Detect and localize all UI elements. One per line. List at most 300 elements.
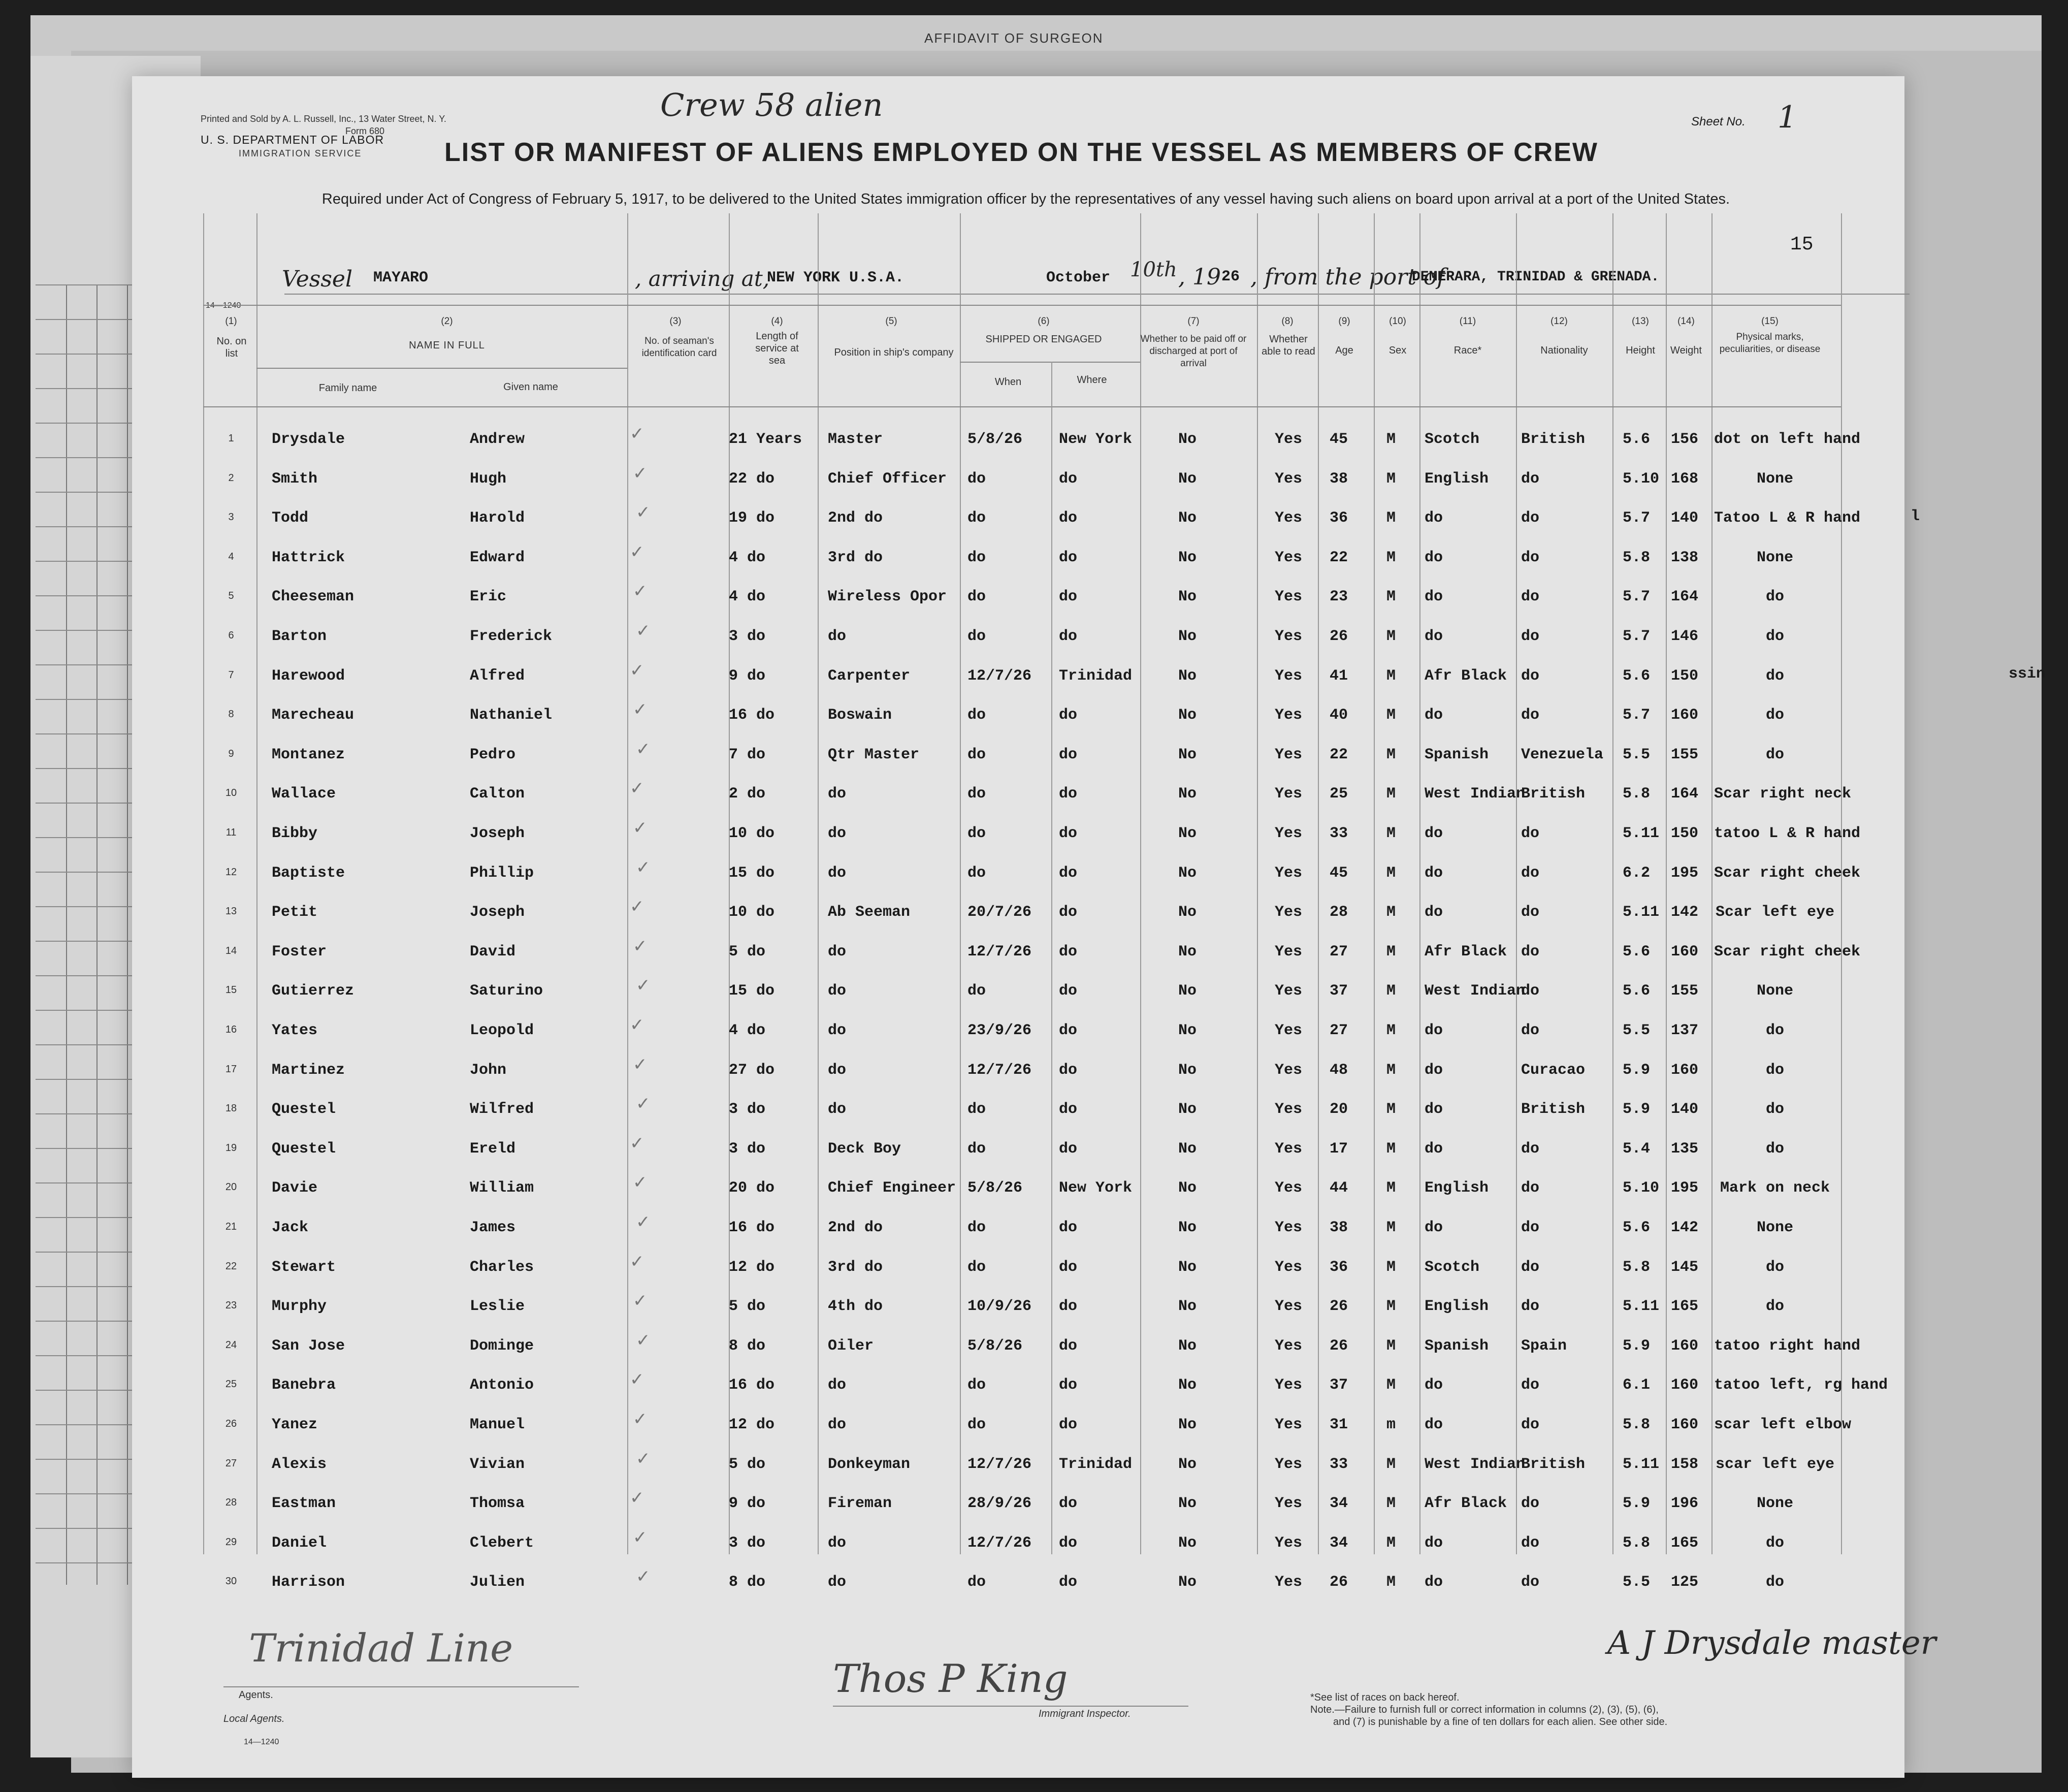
nationality-cell: British xyxy=(1521,1101,1586,1118)
weight-cell: 137 xyxy=(1671,1022,1699,1039)
service-cell: 3 do xyxy=(729,1140,766,1158)
sheet-number: 1 xyxy=(1778,100,1797,135)
service-cell: 3 do xyxy=(729,1101,766,1118)
sex-cell: M xyxy=(1386,1101,1396,1118)
weight-cell: 158 xyxy=(1671,1455,1699,1473)
family-name-cell: Gutierrez xyxy=(272,982,354,1000)
height-cell: 5.9 xyxy=(1623,1061,1651,1079)
physical-marks-cell: scar left eye xyxy=(1716,1455,1835,1473)
column-rule xyxy=(203,213,204,1554)
given-name-cell: Clebert xyxy=(470,1534,534,1552)
sex-cell: M xyxy=(1386,549,1396,566)
manifest-title: LIST OR MANIFEST OF ALIENS EMPLOYED ON THE VESSEL AS MEMBERS OF CREW xyxy=(444,138,1598,167)
shipped-when-cell: do xyxy=(967,1574,986,1591)
shipped-when-cell: 5/8/26 xyxy=(967,431,1023,448)
sex-cell: M xyxy=(1386,785,1396,803)
nationality-cell: do xyxy=(1521,943,1540,961)
shipped-where-cell: do xyxy=(1059,785,1078,803)
agent-signature: Trinidad Line xyxy=(249,1625,513,1671)
age-cell: 45 xyxy=(1330,864,1348,882)
race-cell: do xyxy=(1425,825,1443,842)
able-to-read-cell: Yes xyxy=(1275,1377,1303,1394)
shipped-where-cell: New York xyxy=(1059,431,1133,448)
race-cell: do xyxy=(1425,1377,1443,1394)
arriving-label: , arriving at, xyxy=(635,266,770,291)
nationality-cell: do xyxy=(1521,904,1540,921)
sex-cell: M xyxy=(1386,1061,1396,1079)
local-agents-label: Local Agents. xyxy=(223,1713,285,1724)
sex-cell: M xyxy=(1386,431,1396,448)
able-to-read-cell: Yes xyxy=(1275,707,1303,724)
physical-marks-cell: do xyxy=(1766,1298,1785,1316)
height-cell: 5.8 xyxy=(1623,549,1651,566)
shipped-where-cell: do xyxy=(1059,707,1078,724)
sex-cell: M xyxy=(1386,943,1396,961)
weight-cell: 135 xyxy=(1671,1140,1699,1158)
given-name-cell: James xyxy=(470,1219,516,1236)
from-port: DEMERARA, TRINIDAD & GRENADA. xyxy=(1412,269,1660,285)
check-mark-icon: ✓ xyxy=(636,621,651,641)
shipped-when-cell: do xyxy=(967,549,986,566)
row-number: 5 xyxy=(228,590,234,602)
column-rule xyxy=(1612,213,1613,1554)
physical-marks-cell: dot on left hand xyxy=(1714,431,1861,448)
position-cell: Boswain xyxy=(828,707,892,724)
position-cell: do xyxy=(828,785,847,803)
col2b-header: Given name xyxy=(503,381,558,393)
age-cell: 27 xyxy=(1330,1022,1348,1039)
shipped-where-cell: do xyxy=(1059,864,1078,882)
given-name-cell: Leslie xyxy=(470,1298,525,1316)
able-to-read-cell: Yes xyxy=(1275,1258,1303,1276)
age-cell: 31 xyxy=(1330,1416,1348,1433)
row-number: 15 xyxy=(225,984,237,996)
row-number: 25 xyxy=(225,1379,237,1390)
service-cell: 10 do xyxy=(729,825,775,842)
shipped-when-cell: 28/9/26 xyxy=(967,1495,1032,1513)
row-number: 27 xyxy=(225,1457,237,1469)
age-cell: 37 xyxy=(1330,1377,1348,1394)
manifest-sheet xyxy=(132,76,1904,1778)
position-cell: 4th do xyxy=(828,1298,883,1316)
shipped-when-cell: do xyxy=(967,588,986,606)
service-cell: 15 do xyxy=(729,864,775,882)
able-to-read-cell: Yes xyxy=(1275,864,1303,882)
weight-cell: 160 xyxy=(1671,1337,1699,1355)
check-mark-icon: ✓ xyxy=(633,463,648,484)
position-cell: Master xyxy=(828,431,883,448)
family-name-cell: Wallace xyxy=(272,785,336,803)
col5-header: Position in ship's company xyxy=(834,347,954,358)
given-name-cell: Phillip xyxy=(470,864,534,882)
height-cell: 5.8 xyxy=(1623,1258,1651,1276)
given-name-cell: David xyxy=(470,943,516,961)
family-name-cell: Yates xyxy=(272,1022,318,1039)
printer-line: Printed and Sold by A. L. Russell, Inc., 13 Water Street, N. Y. xyxy=(201,114,446,124)
age-cell: 26 xyxy=(1330,1574,1348,1591)
height-cell: 5.11 xyxy=(1623,1455,1660,1473)
check-mark-icon: ✓ xyxy=(636,1448,651,1469)
height-cell: 5.4 xyxy=(1623,1140,1651,1158)
race-cell: do xyxy=(1425,1061,1443,1079)
col14-num: (14) xyxy=(1677,316,1695,327)
nationality-cell: do xyxy=(1521,549,1540,566)
row-number: 22 xyxy=(225,1260,237,1272)
race-cell: do xyxy=(1425,904,1443,921)
height-cell: 5.11 xyxy=(1623,825,1660,842)
race-cell: West Indian xyxy=(1425,1455,1526,1473)
row-number: 18 xyxy=(225,1103,237,1114)
check-mark-icon: ✓ xyxy=(633,1409,648,1429)
able-to-read-cell: Yes xyxy=(1275,904,1303,921)
height-cell: 6.2 xyxy=(1623,864,1651,882)
paid-off-cell: No xyxy=(1178,864,1197,882)
given-name-cell: Manuel xyxy=(470,1416,525,1433)
age-cell: 33 xyxy=(1330,825,1348,842)
shipped-when-cell: 5/8/26 xyxy=(967,1337,1023,1355)
check-mark-icon: ✓ xyxy=(630,1251,644,1272)
department-name: U. S. DEPARTMENT OF LABOR xyxy=(201,133,384,146)
shipped-when-cell: 23/9/26 xyxy=(967,1022,1032,1039)
service-cell: 4 do xyxy=(729,588,766,606)
family-name-cell: Marecheau xyxy=(272,707,354,724)
given-name-cell: Harold xyxy=(470,509,525,527)
row-number: 9 xyxy=(228,748,234,759)
service-cell: 16 do xyxy=(729,1219,775,1236)
nationality-cell: British xyxy=(1521,431,1586,448)
row-number: 3 xyxy=(228,511,234,523)
position-cell: do xyxy=(828,628,847,645)
race-cell: Afr Black xyxy=(1425,1495,1507,1513)
family-name-cell: Todd xyxy=(272,509,309,527)
year-prefix: , 19 xyxy=(1178,264,1221,290)
service-cell: 9 do xyxy=(729,667,766,685)
check-mark-icon: ✓ xyxy=(633,936,648,956)
height-cell: 5.11 xyxy=(1623,1298,1660,1316)
race-cell: do xyxy=(1425,1101,1443,1118)
column-rule xyxy=(1051,362,1052,1554)
able-to-read-cell: Yes xyxy=(1275,1179,1303,1197)
position-cell: Oiler xyxy=(828,1337,874,1355)
family-name-cell: Questel xyxy=(272,1140,336,1158)
corner-code: 14—1240 xyxy=(206,301,241,310)
nationality-cell: do xyxy=(1521,707,1540,724)
shipped-where-cell: do xyxy=(1059,1377,1078,1394)
nationality-cell: do xyxy=(1521,1219,1540,1236)
able-to-read-cell: Yes xyxy=(1275,1061,1303,1079)
height-cell: 5.6 xyxy=(1623,982,1651,1000)
age-cell: 37 xyxy=(1330,982,1348,1000)
position-cell: Deck Boy xyxy=(828,1140,901,1158)
family-name-cell: Martinez xyxy=(272,1061,345,1079)
position-cell: 3rd do xyxy=(828,549,883,566)
height-cell: 5.9 xyxy=(1623,1495,1651,1513)
age-cell: 48 xyxy=(1330,1061,1348,1079)
given-name-cell: Calton xyxy=(470,785,525,803)
col13-num: (13) xyxy=(1632,316,1649,327)
shipped-where-cell: do xyxy=(1059,943,1078,961)
position-cell: 2nd do xyxy=(828,1219,883,1236)
age-cell: 36 xyxy=(1330,509,1348,527)
row-number: 6 xyxy=(228,630,234,641)
physical-marks-cell: do xyxy=(1766,1140,1785,1158)
paid-off-cell: No xyxy=(1178,588,1197,606)
family-name-cell: Daniel xyxy=(272,1534,327,1552)
check-mark-icon: ✓ xyxy=(633,699,648,720)
weight-cell: 160 xyxy=(1671,1416,1699,1433)
service-cell: 3 do xyxy=(729,628,766,645)
nationality-cell: British xyxy=(1521,1455,1586,1473)
able-to-read-cell: Yes xyxy=(1275,825,1303,842)
paid-off-cell: No xyxy=(1178,628,1197,645)
position-cell: Fireman xyxy=(828,1495,892,1513)
shipped-when-cell: do xyxy=(967,509,986,527)
shipped-when-cell: 12/7/26 xyxy=(967,1455,1032,1473)
inspector-signature: Thos P King xyxy=(833,1656,1068,1701)
col15-num: (15) xyxy=(1761,316,1779,327)
position-cell: do xyxy=(828,1101,847,1118)
family-name-cell: Barton xyxy=(272,628,327,645)
nationality-cell: do xyxy=(1521,825,1540,842)
age-cell: 25 xyxy=(1330,785,1348,803)
age-cell: 45 xyxy=(1330,431,1348,448)
race-cell: do xyxy=(1425,509,1443,527)
service-cell: 7 do xyxy=(729,746,766,763)
vessel-name: MAYARO xyxy=(373,269,429,286)
check-mark-icon: ✓ xyxy=(630,424,644,444)
able-to-read-cell: Yes xyxy=(1275,746,1303,763)
service-cell: 20 do xyxy=(729,1179,775,1197)
col2-num: (2) xyxy=(441,316,453,327)
paid-off-cell: No xyxy=(1178,1258,1197,1276)
physical-marks-cell: Tatoo L & R hand xyxy=(1714,509,1861,527)
service-cell: 5 do xyxy=(729,1455,766,1473)
service-cell: 12 do xyxy=(729,1258,775,1276)
check-mark-icon: ✓ xyxy=(636,502,651,523)
height-cell: 5.11 xyxy=(1623,904,1660,921)
given-name-cell: Joseph xyxy=(470,904,525,921)
shipped-where-cell: do xyxy=(1059,1495,1078,1513)
height-cell: 5.8 xyxy=(1623,1534,1651,1552)
service-cell: 22 do xyxy=(729,470,775,488)
col9-num: (9) xyxy=(1338,316,1350,327)
able-to-read-cell: Yes xyxy=(1275,1416,1303,1433)
able-to-read-cell: Yes xyxy=(1275,1495,1303,1513)
check-mark-icon: ✓ xyxy=(630,897,644,917)
weight-cell: 142 xyxy=(1671,904,1699,921)
nationality-cell: British xyxy=(1521,785,1586,803)
age-cell: 26 xyxy=(1330,1298,1348,1316)
physical-marks-cell: tatoo right hand xyxy=(1714,1337,1861,1355)
check-mark-icon: ✓ xyxy=(633,1291,648,1311)
physical-marks-cell: Scar right cheek xyxy=(1714,943,1861,961)
agents-label: Agents. xyxy=(239,1689,273,1701)
given-name-cell: Vivian xyxy=(470,1455,525,1473)
able-to-read-cell: Yes xyxy=(1275,1534,1303,1552)
header-rule xyxy=(960,362,1140,363)
position-cell: do xyxy=(828,1061,847,1079)
col6-header: SHIPPED OR ENGAGED xyxy=(985,334,1102,345)
paid-off-cell: No xyxy=(1178,1140,1197,1158)
sex-cell: M xyxy=(1386,628,1396,645)
weight-cell: 146 xyxy=(1671,628,1699,645)
family-name-cell: Hattrick xyxy=(272,549,345,566)
col3-header: No. of seaman's identification card xyxy=(641,336,717,359)
physical-marks-cell: do xyxy=(1766,1574,1785,1591)
paid-off-cell: No xyxy=(1178,746,1197,763)
col6a-header: When xyxy=(994,376,1022,388)
height-cell: 5.8 xyxy=(1623,785,1651,803)
arrival-day: 10th xyxy=(1130,258,1177,281)
column-rule xyxy=(1666,213,1667,1554)
family-name-cell: Drysdale xyxy=(272,431,345,448)
able-to-read-cell: Yes xyxy=(1275,1140,1303,1158)
nationality-cell: do xyxy=(1521,1140,1540,1158)
position-cell: do xyxy=(828,864,847,882)
shipped-when-cell: do xyxy=(967,470,986,488)
race-cell: Spanish xyxy=(1425,1337,1489,1355)
physical-marks-cell: Scar left eye xyxy=(1716,904,1835,921)
manifest-subtitle: Required under Act of Congress of February 5, 1917, to be delivered to the United States immigration officer by the representatives of any vessel having such aliens on board upon arrival at a port of the United States. xyxy=(321,191,1730,207)
check-mark-icon: ✓ xyxy=(636,1330,651,1351)
physical-marks-cell: Scar right neck xyxy=(1714,785,1852,803)
right-edge-fragment-1: l xyxy=(1911,508,1920,525)
col7-header: Whether to be paid off or discharged at port of arrival xyxy=(1140,334,1247,369)
paid-off-cell: No xyxy=(1178,982,1197,1000)
weight-cell: 145 xyxy=(1671,1258,1699,1276)
age-cell: 38 xyxy=(1330,470,1348,488)
sex-cell: M xyxy=(1386,1337,1396,1355)
given-name-cell: William xyxy=(470,1179,534,1197)
shipped-where-cell: do xyxy=(1059,470,1078,488)
position-cell: do xyxy=(828,1534,847,1552)
age-cell: 44 xyxy=(1330,1179,1348,1197)
row-number: 28 xyxy=(225,1497,237,1509)
position-cell: do xyxy=(828,1416,847,1433)
sex-cell: m xyxy=(1386,1416,1396,1433)
weight-cell: 160 xyxy=(1671,1377,1699,1394)
column-rule xyxy=(818,213,819,1554)
row-number: 19 xyxy=(225,1142,237,1154)
check-mark-icon: ✓ xyxy=(630,1369,644,1390)
nationality-cell: Venezuela xyxy=(1521,746,1604,763)
shipped-where-cell: do xyxy=(1059,588,1078,606)
form-number: Form 680 xyxy=(345,126,385,136)
weight-cell: 150 xyxy=(1671,825,1699,842)
row-number: 17 xyxy=(225,1063,237,1075)
master-signature: A J Drysdale master xyxy=(1607,1624,1936,1662)
position-cell: do xyxy=(828,1022,847,1039)
row-number: 24 xyxy=(225,1339,237,1351)
race-cell: do xyxy=(1425,1416,1443,1433)
sex-cell: M xyxy=(1386,1377,1396,1394)
col5-num: (5) xyxy=(885,316,897,327)
race-cell: do xyxy=(1425,1140,1443,1158)
paid-off-cell: No xyxy=(1178,904,1197,921)
race-cell: Scotch xyxy=(1425,1258,1480,1276)
check-mark-icon: ✓ xyxy=(630,1015,644,1035)
sex-cell: M xyxy=(1386,1298,1396,1316)
shipped-when-cell: do xyxy=(967,1140,986,1158)
paid-off-cell: No xyxy=(1178,1101,1197,1118)
race-cell: do xyxy=(1425,707,1443,724)
row-number: 29 xyxy=(225,1536,237,1548)
service-cell: 16 do xyxy=(729,1377,775,1394)
given-name-cell: Hugh xyxy=(470,470,507,488)
row-number: 11 xyxy=(225,827,237,838)
inspector-signature-rule xyxy=(833,1706,1188,1707)
inspector-label: Immigrant Inspector. xyxy=(1039,1708,1131,1719)
shipped-where-cell: do xyxy=(1059,1534,1078,1552)
nationality-cell: do xyxy=(1521,1495,1540,1513)
vessel-label: Vessel xyxy=(282,266,353,292)
given-name-cell: Dominge xyxy=(470,1337,534,1355)
sex-cell: M xyxy=(1386,1219,1396,1236)
physical-marks-cell: do xyxy=(1766,1534,1785,1552)
shipped-where-cell: do xyxy=(1059,1337,1078,1355)
column-rule xyxy=(1140,213,1141,1554)
paid-off-cell: No xyxy=(1178,1061,1197,1079)
weight-cell: 168 xyxy=(1671,470,1699,488)
height-cell: 5.7 xyxy=(1623,509,1651,527)
back-sheet-header: AFFIDAVIT OF SURGEON xyxy=(924,30,1104,46)
shipped-where-cell: do xyxy=(1059,1022,1078,1039)
col9-header: Age xyxy=(1335,345,1353,356)
family-name-cell: Murphy xyxy=(272,1298,327,1316)
paid-off-cell: No xyxy=(1178,785,1197,803)
check-mark-icon: ✓ xyxy=(636,1212,651,1232)
check-mark-icon: ✓ xyxy=(636,1094,651,1114)
column-rule xyxy=(1516,213,1517,1554)
paid-off-cell: No xyxy=(1178,470,1197,488)
given-name-cell: Saturino xyxy=(470,982,543,1000)
weight-cell: 196 xyxy=(1671,1495,1699,1513)
given-name-cell: Nathaniel xyxy=(470,707,553,724)
height-cell: 5.5 xyxy=(1623,1574,1651,1591)
weight-cell: 160 xyxy=(1671,707,1699,724)
shipped-when-cell: do xyxy=(967,982,986,1000)
sex-cell: M xyxy=(1386,588,1396,606)
sex-cell: M xyxy=(1386,864,1396,882)
shipped-where-cell: Trinidad xyxy=(1059,1455,1133,1473)
service-cell: 19 do xyxy=(729,509,775,527)
shipped-where-cell: do xyxy=(1059,628,1078,645)
paid-off-cell: No xyxy=(1178,549,1197,566)
service-cell: 2 do xyxy=(729,785,766,803)
sex-cell: M xyxy=(1386,1495,1396,1513)
check-mark-icon: ✓ xyxy=(633,1527,648,1548)
physical-marks-cell: do xyxy=(1766,667,1785,685)
sex-cell: M xyxy=(1386,1455,1396,1473)
nationality-cell: Spain xyxy=(1521,1337,1567,1355)
check-mark-icon: ✓ xyxy=(630,660,644,681)
family-name-cell: San Jose xyxy=(272,1337,345,1355)
given-name-cell: Eric xyxy=(470,588,507,606)
service-cell: 8 do xyxy=(729,1574,766,1591)
check-mark-icon: ✓ xyxy=(633,1172,648,1193)
sex-cell: M xyxy=(1386,1022,1396,1039)
footer-code: 14—1240 xyxy=(244,1738,279,1746)
age-cell: 26 xyxy=(1330,1337,1348,1355)
col2a-header: Family name xyxy=(318,382,377,394)
able-to-read-cell: Yes xyxy=(1275,1022,1303,1039)
check-mark-icon: ✓ xyxy=(630,541,644,562)
family-name-cell: Bibby xyxy=(272,825,318,842)
weight-cell: 195 xyxy=(1671,1179,1699,1197)
shipped-where-cell: New York xyxy=(1059,1179,1133,1197)
physical-marks-cell: do xyxy=(1766,1022,1785,1039)
race-cell: West Indian xyxy=(1425,982,1526,1000)
